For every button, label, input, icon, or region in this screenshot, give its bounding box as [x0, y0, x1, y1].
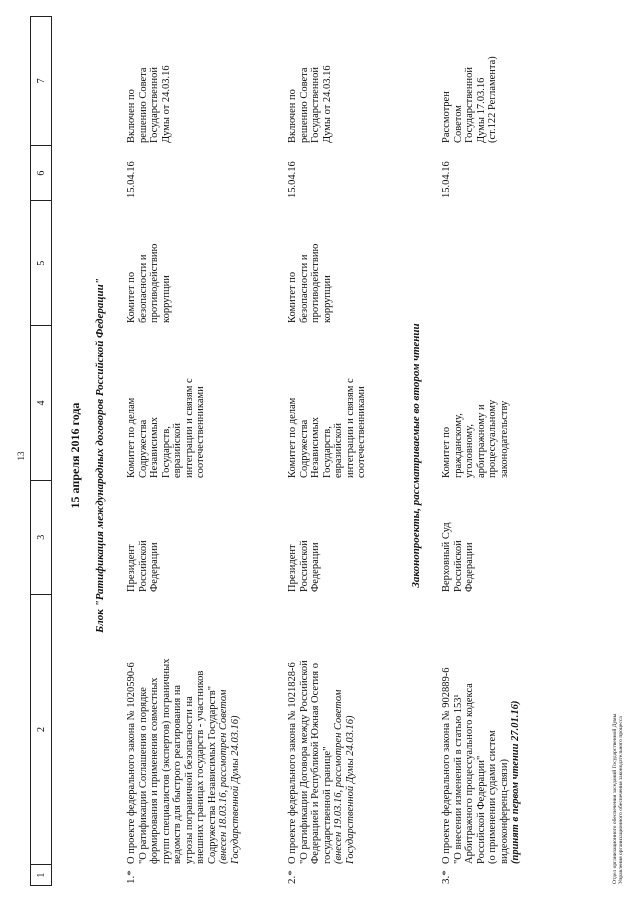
title-line: "О внесении изменений в статью 153¹ — [452, 694, 464, 864]
initiator-line: Президент — [287, 544, 298, 592]
status-line: решению Совета — [298, 67, 310, 143]
initiator-line: Президент — [126, 544, 137, 592]
block-title: Блок "Ратификация международных договоров Российской Федерации" — [94, 278, 106, 633]
row-number: 1.* — [125, 870, 137, 884]
co-committee-line: коррупции — [321, 275, 333, 323]
initiator-line: Федерации — [149, 542, 160, 592]
status — [126, 18, 172, 143]
committee-line: Комитет по делам — [287, 397, 298, 478]
co-committee-line: Комитет по — [287, 271, 298, 323]
section-second-reading: Законопроекты, рассматриваемые во втором чтении — [410, 323, 422, 588]
co-committee-line: противодействию — [310, 243, 321, 323]
initiator-line: Федерации — [464, 542, 475, 592]
rotated-page — [8, 13, 628, 898]
committee-line: Комитет по — [441, 426, 452, 478]
responsible-committee — [126, 358, 207, 478]
committee-line: Содружества — [298, 419, 310, 478]
initiator-line: Российской — [452, 540, 464, 592]
status-line: Рассмотрен — [441, 91, 452, 143]
review-date: 15.04.16 — [287, 161, 298, 198]
footer-line: Управления организационного обеспечения законодательного процесса — [618, 716, 624, 884]
column-header-table — [30, 16, 52, 886]
committee-line: Содружества — [137, 419, 149, 478]
title-line: государственной границе" — [321, 746, 333, 864]
bill-title — [441, 616, 522, 864]
initiator — [126, 522, 161, 592]
title-line: угрозы пограничной безопасности на — [183, 696, 195, 864]
status — [287, 18, 333, 143]
committee-line: Государств, — [321, 426, 333, 478]
initiator — [441, 522, 476, 592]
committee-line: соотечественниками — [356, 386, 367, 478]
co-committee — [287, 213, 333, 323]
committee-line: гражданскому, — [452, 413, 464, 478]
title-line: Арбитражного процессуального кодекса — [464, 683, 475, 864]
title-line: Федерацией и Республикой Южная Осетия о — [310, 663, 321, 864]
col-header-7: 7 — [31, 17, 52, 146]
initiator-line: Федерации — [310, 542, 321, 592]
col-header-5: 5 — [31, 201, 52, 326]
title-line: ведомств для быстрого реагирования на — [172, 684, 183, 864]
committee-line: соотечественниками — [195, 386, 206, 478]
review-date: 15.04.16 — [126, 161, 137, 198]
committee-line: законодательству — [498, 400, 510, 478]
title-line: групп специалистов (экспертов) пограничных — [160, 658, 172, 864]
footer-line: Отдел организационного обеспечения заседаний Государственной Думы — [612, 713, 618, 884]
responsible-committee — [441, 358, 510, 478]
title-line: внешних границах государств - участников — [195, 670, 206, 864]
status-line: Советом — [452, 105, 464, 143]
title-line: О проекте федерального закона № 902889-6 — [441, 667, 452, 864]
responsible-committee — [287, 358, 368, 478]
committee-line: Комитет по делам — [126, 397, 137, 478]
status-line: Государственной — [149, 67, 160, 143]
date-title: 15 апреля 2016 года — [68, 402, 82, 509]
committee-line: Независимых — [149, 417, 160, 478]
status-line: Думы от 24.03.16 — [160, 65, 172, 143]
page-number: 13 — [16, 451, 26, 461]
note-line: (принят в первом чтении 27.01.16) — [510, 700, 521, 864]
committee-line: Независимых — [310, 417, 321, 478]
title-line: Содружества Независимых Государств" — [206, 685, 218, 864]
review-date: 15.04.16 — [441, 161, 452, 198]
status-line: Включен по — [126, 89, 137, 143]
committee-line: процессуальному — [487, 399, 498, 478]
status — [441, 18, 499, 143]
title-line: Российской Федерации" — [475, 755, 487, 864]
col-header-2: 2 — [31, 594, 52, 864]
col-header-4: 4 — [31, 326, 52, 481]
committee-line: евразийской — [333, 422, 344, 478]
co-committee — [126, 213, 172, 323]
title-line: "О ратификации Договора между Российской — [298, 660, 310, 864]
footer — [612, 714, 624, 884]
committee-line: уголовному, — [464, 424, 475, 478]
committee-line: арбитражному и — [475, 404, 487, 478]
committee-line: интеграции и связям с — [183, 378, 195, 478]
title-line: (о применении судами систем — [487, 730, 498, 864]
row-number: 3.* — [440, 870, 452, 884]
title-line: О проекте федерального закона № 1021828-6 — [287, 662, 298, 864]
note-line: (внесен 18.03.16, рассмотрен Советом — [218, 689, 229, 864]
status-line: Думы 17.03.16 — [475, 77, 487, 143]
bill-title — [287, 616, 356, 864]
initiator-line: Российской — [298, 540, 310, 592]
status-line: Государственной — [464, 67, 475, 143]
status-line: Включен по — [287, 89, 298, 143]
committee-line: интеграции и связям с — [344, 378, 356, 478]
title-line: видеоконференц-связи) — [498, 759, 510, 864]
co-committee-line: Комитет по — [126, 271, 137, 323]
status-line: Думы от 24.03.16 — [321, 65, 333, 143]
initiator — [287, 522, 322, 592]
committee-line: евразийской — [172, 422, 183, 478]
committee-line: Государств, — [160, 426, 172, 478]
status-line: решению Совета — [137, 67, 149, 143]
status-line: (ст.122 Регламента) — [487, 56, 498, 143]
title-line: О проекте федерального закона № 1020590-6 — [126, 662, 137, 864]
row-number: 2.* — [286, 870, 298, 884]
note-line: (внесен 19.03.16, рассмотрен Советом — [333, 689, 344, 864]
co-committee-line: безопасности и — [137, 254, 149, 323]
bill-title — [126, 616, 241, 864]
initiator-line: Российской — [137, 540, 149, 592]
co-committee-line: коррупции — [160, 275, 172, 323]
note-line: Государственной Думы 24.03.16) — [344, 715, 356, 864]
status-line: Государственной — [310, 67, 321, 143]
col-header-1: 1 — [31, 865, 52, 886]
co-committee-line: противодействию — [149, 243, 160, 323]
co-committee-line: безопасности и — [298, 254, 310, 323]
initiator-line: Верховный Суд — [441, 522, 452, 592]
col-header-6: 6 — [31, 145, 52, 201]
title-line: "О ратификации Соглашения о порядке — [137, 687, 149, 864]
col-header-3: 3 — [31, 480, 52, 594]
note-line: Государственной Думы 24.03.16) — [229, 715, 241, 864]
title-line: формирования и применения совместных — [149, 677, 160, 864]
